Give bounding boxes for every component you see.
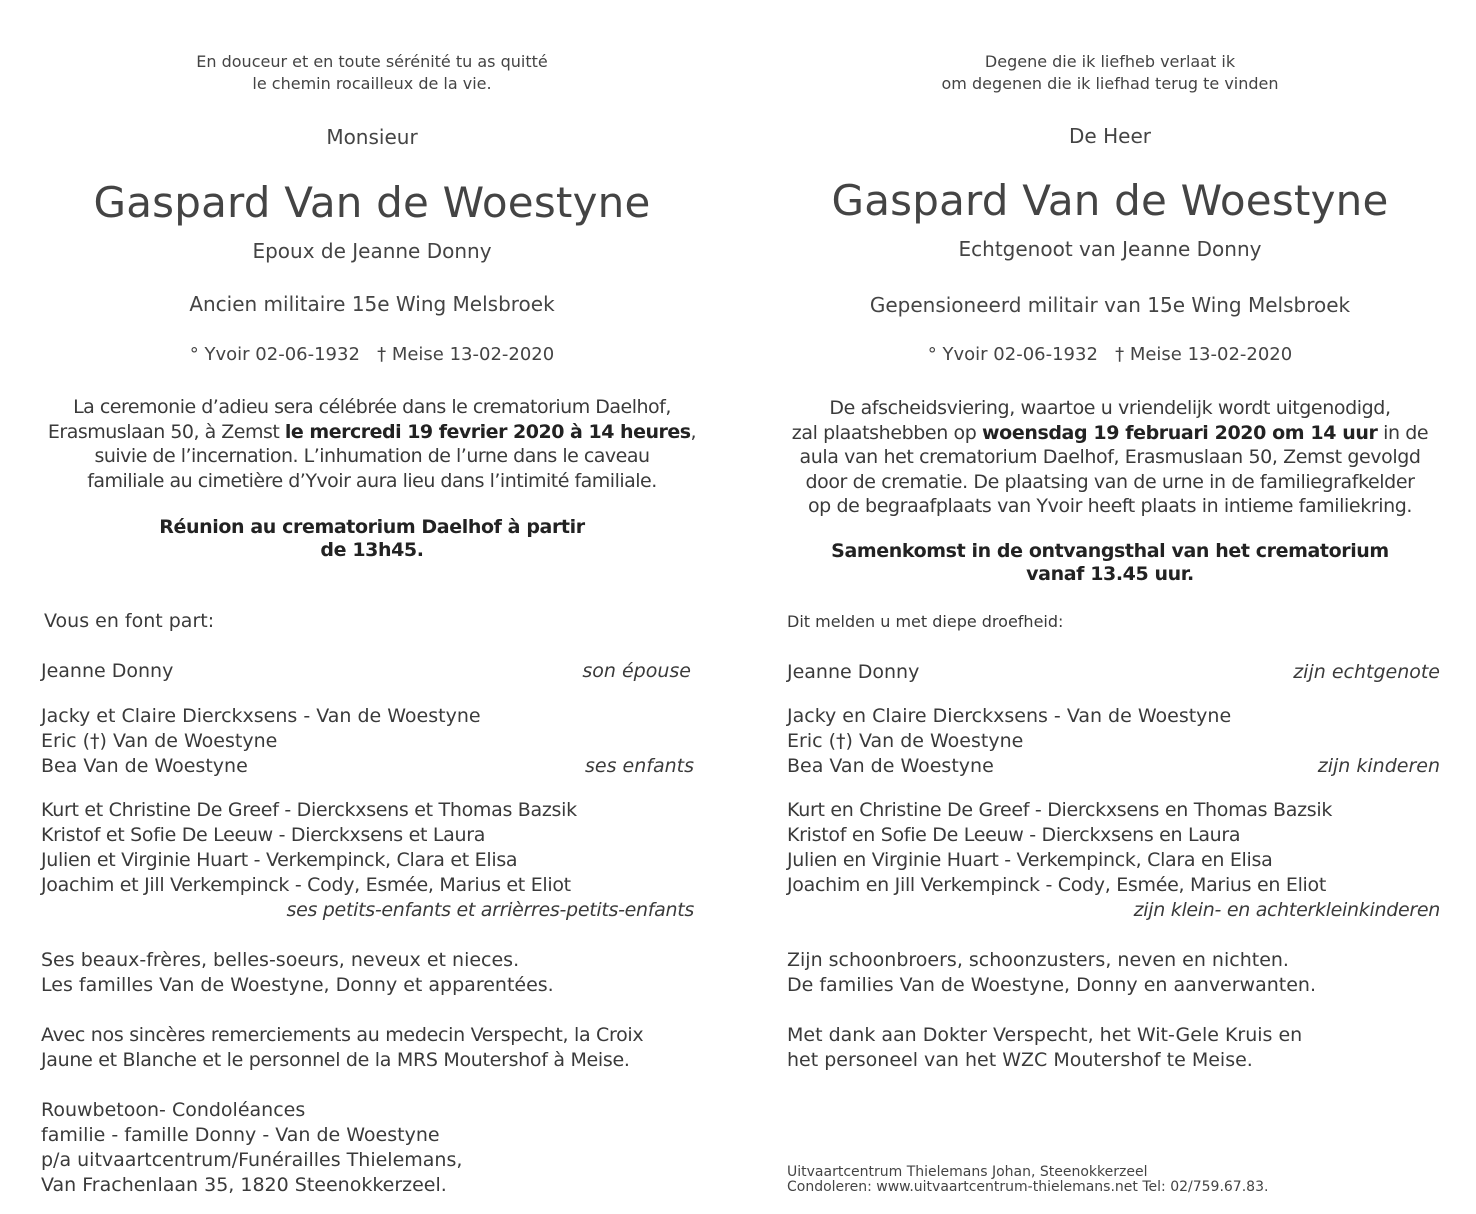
nl-ceremony-cont: in de <box>1377 421 1429 444</box>
nl-thanks <box>787 1023 1302 1073</box>
fr-child: Jacky et Claire Dierckxsens - Van de Woestyne <box>41 705 481 727</box>
fr-quote-line: le chemin rocailleux de la vie. <box>252 74 492 93</box>
fr-thanks-line: Jaune et Blanche et le personnel de la MRS Moutershof à Meise. <box>41 1049 630 1071</box>
fr-child: Bea Van de Woestyne <box>41 755 248 777</box>
nl-meeting-line: vanaf 13.45 uur. <box>1026 563 1194 585</box>
fr-ceremony-line: suivie de l’incernation. L’inhumation de l’urne dans le caveau <box>94 445 650 467</box>
fr-ceremony-punct: , <box>690 420 697 443</box>
fr-address-line: p/a uitvaartcentrum/Funérailles Thielemans, <box>41 1149 463 1171</box>
fr-ceremony-text <box>0 395 744 493</box>
nl-family-line: Zijn schoonbroers, schoonzusters, neven en nichten. <box>787 949 1289 971</box>
nl-quote <box>744 51 1476 95</box>
nl-dates <box>744 344 1476 365</box>
nl-ceremony-date: woensdag 19 februari 2020 om 14 uur <box>982 421 1378 444</box>
nl-child: Bea Van de Woestyne <box>787 755 994 777</box>
fr-dates <box>0 344 744 365</box>
fr-extended-family <box>41 948 554 998</box>
nl-thanks-line: het personeel van het WZC Moutershof te Meise. <box>787 1049 1253 1071</box>
nl-grandchild: Joachim en Jill Verkempinck - Cody, Esmée, Marius en Eliot <box>787 874 1327 896</box>
nl-spouse-line: Echtgenoot van Jeanne Donny <box>958 237 1262 261</box>
fr-thanks <box>41 1023 643 1073</box>
fr-quote-line: En douceur et en toute sérénité tu as quitté <box>196 52 548 71</box>
nl-birth: ° Yvoir 02-06-1932 <box>927 344 1098 365</box>
nl-occupation: Gepensioneerd militair van 15e Wing Melsbroek <box>869 293 1351 317</box>
nl-footer-line: Uitvaartcentrum Thielemans Johan, Steenokkerzeel <box>787 1164 1148 1180</box>
fr-grandchild: Julien et Virginie Huart - Verkempinck, Clara et Elisa <box>41 849 518 871</box>
fr-child: Eric (†) Van de Woestyne <box>41 730 278 752</box>
fr-address-line: familie - famille Donny - Van de Woestyne <box>41 1124 440 1146</box>
nl-deceased-name: Gaspard Van de Woestyne <box>831 176 1389 225</box>
nl-ceremony-line: door de crematie. De plaatsing van de urne in de familiegrafkelder <box>805 470 1415 493</box>
nl-grandchild: Kristof en Sofie De Leeuw - Dierckxsens en Laura <box>787 824 1241 846</box>
nl-spouse-relation: zijn echtgenote <box>1293 661 1440 683</box>
nl-child: Jacky en Claire Dierckxsens - Van de Woestyne <box>787 705 1232 727</box>
nl-death: † Meise 13-02-2020 <box>1115 344 1293 365</box>
nl-grandchild: Kurt en Christine De Greef - Dierckxsens en Thomas Bazsik <box>787 799 1333 821</box>
fr-spouse-name: Jeanne Donny <box>41 660 174 682</box>
fr-ceremony-place: Erasmuslaan 50, à Zemst <box>47 420 285 443</box>
nl-ceremony-text <box>744 396 1476 519</box>
nl-family-line: De families Van de Woestyne, Donny en aanverwanten. <box>787 974 1317 996</box>
fr-deceased-name: Gaspard Van de Woestyne <box>93 178 651 227</box>
nl-spouse-name: Jeanne Donny <box>787 661 920 683</box>
fr-ceremony-date: le mercredi 19 fevrier 2020 à 14 heures <box>284 420 691 443</box>
fr-address-line: Van Frachenlaan 35, 1820 Steenokkerzeel. <box>41 1174 447 1196</box>
fr-announce: Vous en font part: <box>44 610 215 632</box>
nl-extended-family <box>787 948 1316 998</box>
nl-ceremony-line <box>744 421 1476 446</box>
fr-grandchildren <box>41 798 577 898</box>
nl-grandchildren <box>787 798 1332 898</box>
nl-grandchild: Julien en Virginie Huart - Verkempinck, Clara en Elisa <box>787 849 1273 871</box>
fr-death: † Meise 13-02-2020 <box>377 344 555 365</box>
fr-ceremony-line: La ceremonie d’adieu sera célébrée dans le crematorium Daelhof, <box>73 396 671 418</box>
nl-ceremony-intro: zal plaatshebben op <box>791 421 983 444</box>
nl-salutation: De Heer <box>1069 124 1151 148</box>
fr-occupation: Ancien militaire 15e Wing Melsbroek <box>189 292 555 316</box>
fr-ceremony-line <box>0 420 744 445</box>
fr-grandchild: Kurt et Christine De Greef - Dierckxsens et Thomas Bazsik <box>41 799 577 821</box>
nl-grandchildren-relation: zijn klein- en achterkleinkinderen <box>1133 899 1440 921</box>
fr-thanks-line: Avec nos sincères remerciements au medecin Verspecht, la Croix <box>41 1024 644 1046</box>
fr-condolence-address <box>41 1098 462 1198</box>
fr-spouse-relation: son épouse <box>582 660 691 682</box>
nl-meeting-line: Samenkomst in de ontvangsthal van het crematorium <box>831 540 1389 562</box>
fr-family-line: Ses beaux-frères, belles-soeurs, neveux et nieces. <box>41 949 520 971</box>
fr-family-line: Les familles Van de Woestyne, Donny et apparentées. <box>41 974 554 996</box>
nl-child: Eric (†) Van de Woestyne <box>787 730 1024 752</box>
nl-ceremony-line: De afscheidsviering, waartoe u vriendelijk wordt uitgenodigd, <box>829 397 1391 419</box>
fr-address-line: Rouwbetoon- Condoléances <box>41 1099 306 1121</box>
nl-ceremony-line: aula van het crematorium Daelhof, Erasmuslaan 50, Zemst gevolgd <box>799 446 1421 468</box>
fr-meeting <box>0 516 744 562</box>
fr-children-relation: ses enfants <box>585 755 694 777</box>
fr-grandchild: Joachim et Jill Verkempinck - Cody, Esmée, Marius et Eliot <box>41 874 571 896</box>
nl-children-relation: zijn kinderen <box>1317 755 1440 777</box>
nl-funeral-home-footer <box>787 1165 1268 1195</box>
fr-quote <box>0 51 744 95</box>
fr-ceremony-line: familiale au cimetière d’Yvoir aura lieu dans l’intimité familiale. <box>87 469 657 492</box>
fr-meeting-line: de 13h45. <box>320 539 424 561</box>
nl-ceremony-line: op de begraafplaats van Yvoir heeft plaats in intieme familiekring. <box>807 495 1413 517</box>
nl-meeting <box>744 540 1476 586</box>
fr-salutation: Monsieur <box>326 125 418 149</box>
nl-footer-line: Condoleren: www.uitvaartcentrum-thielemans.net Tel: 02/759.67.83. <box>787 1179 1269 1195</box>
nl-quote-line: Degene die ik liefheb verlaat ik <box>984 52 1236 71</box>
fr-grandchild: Kristof et Sofie De Leeuw - Dierckxsens et Laura <box>41 824 486 846</box>
fr-meeting-line: Réunion au crematorium Daelhof à partir <box>159 516 585 538</box>
nl-announce: Dit melden u met diepe droefheid: <box>787 612 1064 631</box>
fr-birth: ° Yvoir 02-06-1932 <box>189 344 360 365</box>
nl-quote-line: om degenen die ik liefhad terug te vinden <box>941 74 1279 93</box>
fr-spouse-line: Epoux de Jeanne Donny <box>252 239 492 263</box>
fr-grandchildren-relation: ses petits-enfants et arrièrres-petits-enfants <box>286 899 694 921</box>
nl-thanks-line: Met dank aan Dokter Verspecht, het Wit-Gele Kruis en <box>787 1024 1303 1046</box>
